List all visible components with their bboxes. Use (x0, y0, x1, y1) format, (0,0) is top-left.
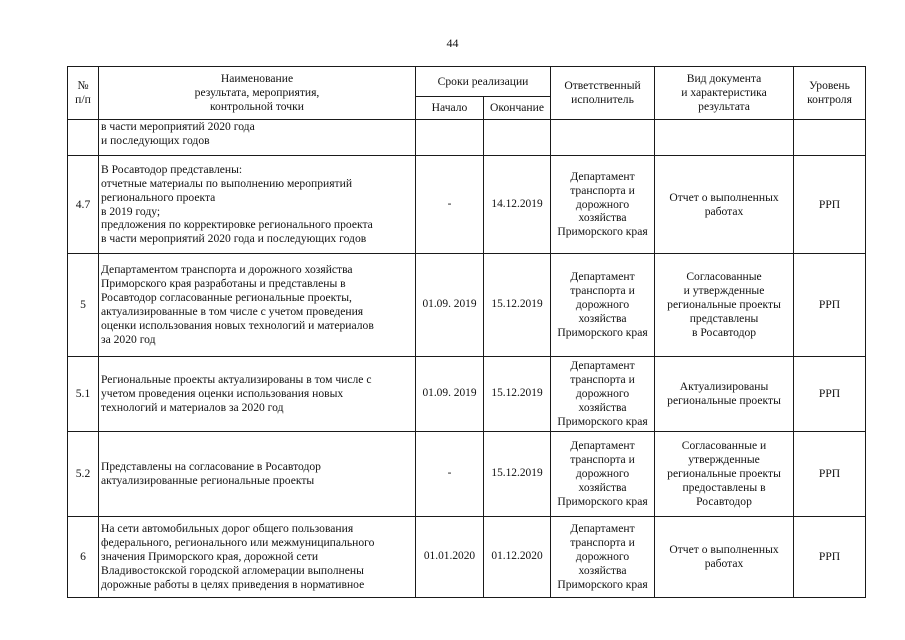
text-line: в Росавтодор (691, 325, 757, 339)
text-line: хозяйства (578, 400, 627, 414)
text-line: Владивостокской городской агломерации выполнены (101, 563, 364, 577)
text-line: Приморского края разработаны и представлены в (101, 277, 346, 291)
table-row (68, 357, 866, 432)
text-line: и утвержденные (683, 284, 765, 298)
text-line: В Росавтодор представлены: (101, 162, 243, 176)
row-name (99, 357, 416, 432)
row-level: РРП (794, 156, 866, 254)
row-responsible (551, 357, 655, 432)
text-line: отчетные материалы по выполнению мероприятий (101, 176, 353, 190)
text-line: работах (704, 557, 744, 570)
row-level: РРП (794, 517, 866, 598)
text-line: региональные проекты (667, 467, 781, 481)
table-row (68, 120, 866, 156)
text-line: хозяйства (578, 480, 627, 494)
row-start-date: - (416, 432, 484, 517)
text-line: хозяйства (578, 311, 627, 325)
header-responsible: Ответственный исполнитель (551, 67, 655, 120)
text-line: Департаментом транспорта и дорожного хозяйства (101, 263, 353, 277)
text-line: Департамент (570, 522, 635, 536)
text-line: Росавтодор согласованные региональные проекты, (101, 291, 352, 305)
text-line: Департамент (570, 439, 635, 453)
row-responsible (551, 432, 655, 517)
text-line: регионального проекта (101, 190, 216, 204)
text-line: актуализированные в том числе с учетом проведения (101, 305, 364, 318)
row-level: РРП (794, 254, 866, 357)
row-level (794, 120, 866, 156)
row-doc-type (655, 156, 794, 254)
row-end-date: 15.12.2019 (484, 357, 551, 432)
table-row (68, 432, 866, 517)
row-responsible (551, 120, 655, 156)
text-line: Приморского края (557, 577, 648, 591)
text-line: федерального, регионального или межмуниципального (101, 536, 375, 550)
text-line: дорожного (575, 467, 630, 481)
text-line: в части мероприятий 2020 года и последующих годов (101, 232, 367, 246)
text-line: хозяйства (578, 563, 627, 577)
text-line: транспорта и (570, 373, 635, 387)
row-doc-type (655, 120, 794, 156)
row-end-date: 15.12.2019 (484, 432, 551, 517)
row-doc-type (655, 432, 794, 517)
text-line: региональные проекты (667, 394, 781, 407)
row-number: 5 (68, 254, 99, 357)
text-line: дорожные работы в целях приведения в нормативное (101, 577, 365, 591)
text-line: в 2019 году; (101, 204, 161, 218)
row-start-date: 01.09. 2019 (416, 357, 484, 432)
header-level: Уровень контроля (794, 67, 866, 120)
header-name: Наименование результата, мероприятия, контрольной точки (99, 67, 416, 120)
row-end-date: 01.12.2020 (484, 517, 551, 598)
text-line: дорожного (575, 197, 630, 211)
text-line: хозяйства (578, 211, 627, 225)
row-start-date: 01.09. 2019 (416, 254, 484, 357)
text-line: актуализированные региональные проекты (101, 474, 315, 487)
text-line: дорожного (575, 387, 630, 401)
text-line: На сети автомобильных дорог общего пользования (101, 522, 354, 536)
row-responsible (551, 254, 655, 357)
row-number: 4.7 (68, 156, 99, 254)
row-name (99, 517, 416, 598)
row-name (99, 156, 416, 254)
text-line: региональные проекты (667, 298, 781, 312)
text-line: Департамент (570, 270, 635, 284)
text-line: Приморского края (557, 414, 648, 428)
text-line: значения Приморского края, дорожной сети (101, 550, 319, 564)
header-end: Окончание (484, 97, 551, 120)
row-end-date (484, 120, 551, 156)
row-level: РРП (794, 357, 866, 432)
table-row (68, 156, 866, 254)
row-name (99, 120, 416, 156)
text-line: утвержденные (688, 453, 760, 467)
text-line: дорожного (575, 298, 630, 312)
text-line: Региональные проекты актуализированы в том числе с (101, 373, 372, 387)
row-number: 6 (68, 517, 99, 598)
text-line: Департамент (570, 169, 635, 183)
text-line: представлены (689, 311, 759, 325)
row-doc-type (655, 254, 794, 357)
text-line: Приморского края (557, 494, 648, 508)
row-number (68, 120, 99, 156)
row-number: 5.2 (68, 432, 99, 517)
row-name (99, 254, 416, 357)
page-number: 44 (446, 36, 459, 50)
header-start: Начало (416, 97, 484, 120)
text-line: в части мероприятий 2020 года (101, 120, 255, 133)
text-line: Согласованные и (681, 439, 767, 453)
row-responsible (551, 517, 655, 598)
row-start-date: 01.01.2020 (416, 517, 484, 598)
text-line: транспорта и (570, 284, 635, 298)
row-responsible (551, 156, 655, 254)
text-line: Отчет о выполненных (669, 543, 779, 557)
text-line: Согласованные (686, 270, 762, 284)
row-end-date: 14.12.2019 (484, 156, 551, 254)
text-line: Отчет о выполненных (669, 190, 779, 204)
text-line: Актуализированы (679, 380, 769, 394)
row-number: 5.1 (68, 357, 99, 432)
text-line: Приморского края (557, 325, 648, 339)
text-line: предложения по корректировке регионального проекта (101, 218, 373, 232)
row-start-date: - (416, 156, 484, 254)
text-line: транспорта и (570, 183, 635, 197)
text-line: работах (704, 204, 744, 218)
row-level: РРП (794, 432, 866, 517)
table-row (68, 254, 866, 357)
text-line: и последующих годов (101, 133, 210, 147)
text-line: за 2020 год (101, 332, 156, 346)
row-start-date (416, 120, 484, 156)
text-line: предоставлены в (682, 480, 766, 494)
header-doc-type: Вид документа и характеристика результата (655, 67, 794, 120)
row-doc-type (655, 517, 794, 598)
text-line: Департамент (570, 359, 635, 373)
header-num: № п/п (68, 67, 99, 120)
text-line: Приморского края (557, 225, 648, 239)
text-line: дорожного (575, 550, 630, 564)
row-doc-type (655, 357, 794, 432)
text-line: транспорта и (570, 453, 635, 467)
text-line: оценки использования новых технологий и материалов (101, 318, 374, 332)
text-line: технологий и материалов за 2020 год (101, 400, 284, 414)
header-period: Сроки реализации (416, 67, 551, 97)
text-line: учетом проведения оценки использования новых (101, 387, 344, 401)
text-line: транспорта и (570, 536, 635, 550)
row-end-date: 15.12.2019 (484, 254, 551, 357)
plan-table (67, 66, 866, 598)
row-name (99, 432, 416, 517)
text-line: Росавтодор (696, 494, 752, 508)
text-line: Представлены на согласование в Росавтодор (101, 460, 321, 474)
table-row (68, 517, 866, 598)
